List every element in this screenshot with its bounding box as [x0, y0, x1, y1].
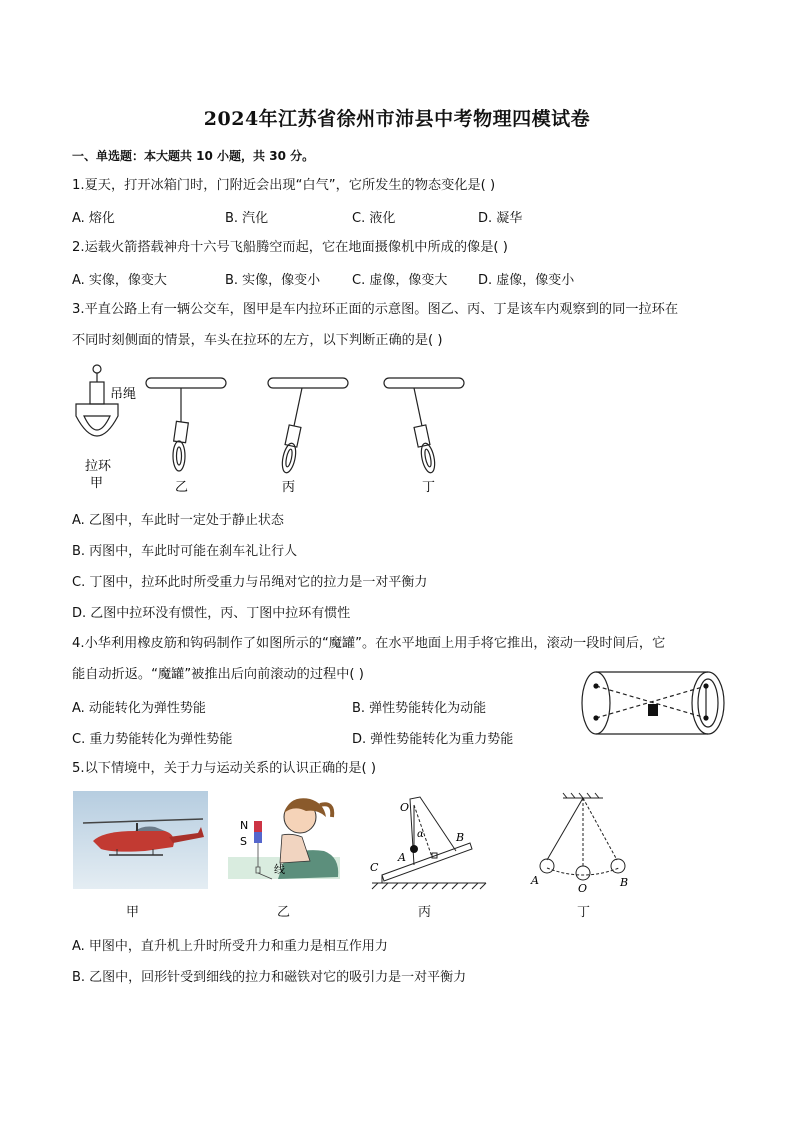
q2-option-c: C. 虚像，像变大: [352, 273, 448, 288]
label-S: S: [240, 835, 247, 848]
q5-caption-jia: 甲: [126, 905, 140, 920]
q2-option-a: A. 实像，像变大: [72, 273, 167, 288]
label-ding: 丁: [422, 480, 436, 495]
q5-pendulum-figure: [527, 790, 637, 894]
ding-ring: [419, 442, 437, 474]
q5-magnet-figure: [228, 791, 340, 889]
section-heading: 一、单选题：本大题共 10 小题，共 30 分。: [72, 149, 315, 163]
q5-helicopter-photo: [73, 791, 208, 889]
q1-option-a: A. 熔化: [72, 211, 115, 226]
q3-option-c: C. 丁图中，拉环此时所受重力与吊绳对它的拉力是一对平衡力: [72, 575, 428, 590]
pendulum-bob-o: [576, 866, 590, 880]
q5-option-a: A. 甲图中，直升机上升时所受升力和重力是相互作用力: [72, 939, 388, 954]
jia-rope-strap: [90, 382, 104, 404]
q2-option-b: B. 实像，像变小: [225, 273, 321, 288]
label-thread: 线: [274, 863, 285, 876]
q1-option-d: D. 凝华: [478, 211, 523, 226]
q4-option-b: B. 弹性势能转化为动能: [352, 701, 487, 716]
label-ring: 拉环: [85, 459, 112, 474]
label-C: C: [370, 861, 379, 874]
label-O: O: [400, 801, 410, 814]
q4-option-d: D. 弹性势能转化为重力势能: [352, 732, 514, 747]
bing-bar: [268, 378, 348, 388]
q2-option-d: D. 虚像，像变小: [478, 273, 575, 288]
q4-option-c: C. 重力势能转化为弹性势能: [72, 732, 233, 747]
q4-option-a: A. 动能转化为弹性势能: [72, 701, 206, 716]
label-A: A: [398, 851, 406, 864]
q5-option-b: B. 乙图中，回形针受到细线的拉力和磁铁对它的吸引力是一对平衡力: [72, 970, 467, 985]
question-2-stem: 2.运载火箭搭载神舟十六号飞船腾空而起，它在地面摄像机中所成的像是( ): [72, 240, 508, 255]
label-B-pend: B: [620, 876, 629, 889]
label-N: N: [240, 819, 249, 832]
pendulum-bob-b: [611, 859, 625, 873]
ding-bar: [384, 378, 464, 388]
q5-caption-bing: 丙: [418, 905, 432, 920]
label-A-pend: A: [531, 874, 539, 887]
question-4-stem-line2: 能自动折返。“魔罐”被推出后向前滚动的过程中( ): [72, 667, 364, 682]
label-alpha: α: [417, 829, 424, 840]
q3-figure: [70, 360, 490, 500]
bing-ring: [280, 442, 298, 474]
question-4-stem-line1: 4.小华利用橡皮筋和钩码制作了如图所示的“魔罐”。在水平地面上用手将它推出，滚动一段时间后，它: [72, 636, 666, 651]
label-bing: 丙: [282, 480, 296, 495]
question-3-stem-line2: 不同时刻侧面的情景，车头在拉环的左方，以下判断正确的是( ): [72, 333, 443, 348]
q5-caption-yi: 乙: [277, 905, 291, 920]
jia-ring-inner: [84, 416, 110, 430]
jia-ring-outer: [76, 404, 118, 436]
jia-hook-icon: [93, 365, 101, 373]
label-O-pend: O: [578, 882, 588, 894]
label-B: B: [456, 831, 465, 844]
label-yi: 乙: [175, 480, 189, 495]
question-1-stem: 1.夏天，打开冰箱门时，门附近会出现“白气”，它所发生的物态变化是( ): [72, 178, 496, 193]
pendulum-bob-a: [540, 859, 554, 873]
q4-magic-can-figure: [578, 668, 730, 738]
label-jia: 甲: [90, 476, 104, 491]
page-title: 2024年江苏省徐州市沛县中考物理四模试卷: [203, 108, 591, 130]
q3-option-d: D. 乙图中拉环没有惯性，丙、丁图中拉环有惯性: [72, 606, 351, 621]
label-rope: 吊绳: [110, 387, 137, 402]
yi-bar: [146, 378, 226, 388]
q3-option-a: A. 乙图中，车此时一定处于静止状态: [72, 513, 284, 528]
q5-caption-ding: 丁: [577, 905, 591, 920]
q1-option-c: C. 液化: [352, 211, 396, 226]
q3-option-b: B. 丙图中，车此时可能在刹车礼让行人: [72, 544, 298, 559]
q1-option-b: B. 汽化: [225, 211, 269, 226]
q5-incline-figure: [364, 795, 490, 891]
yi-ring: [173, 441, 185, 471]
hook-weight: [648, 704, 658, 716]
question-5-stem: 5.以下情境中，关于力与运动关系的认识正确的是( ): [72, 761, 376, 776]
question-3-stem-line1: 3.平直公路上有一辆公交车，图甲是车内拉环正面的示意图。图乙、丙、丁是该车内观察到的同一拉环在: [72, 302, 679, 317]
